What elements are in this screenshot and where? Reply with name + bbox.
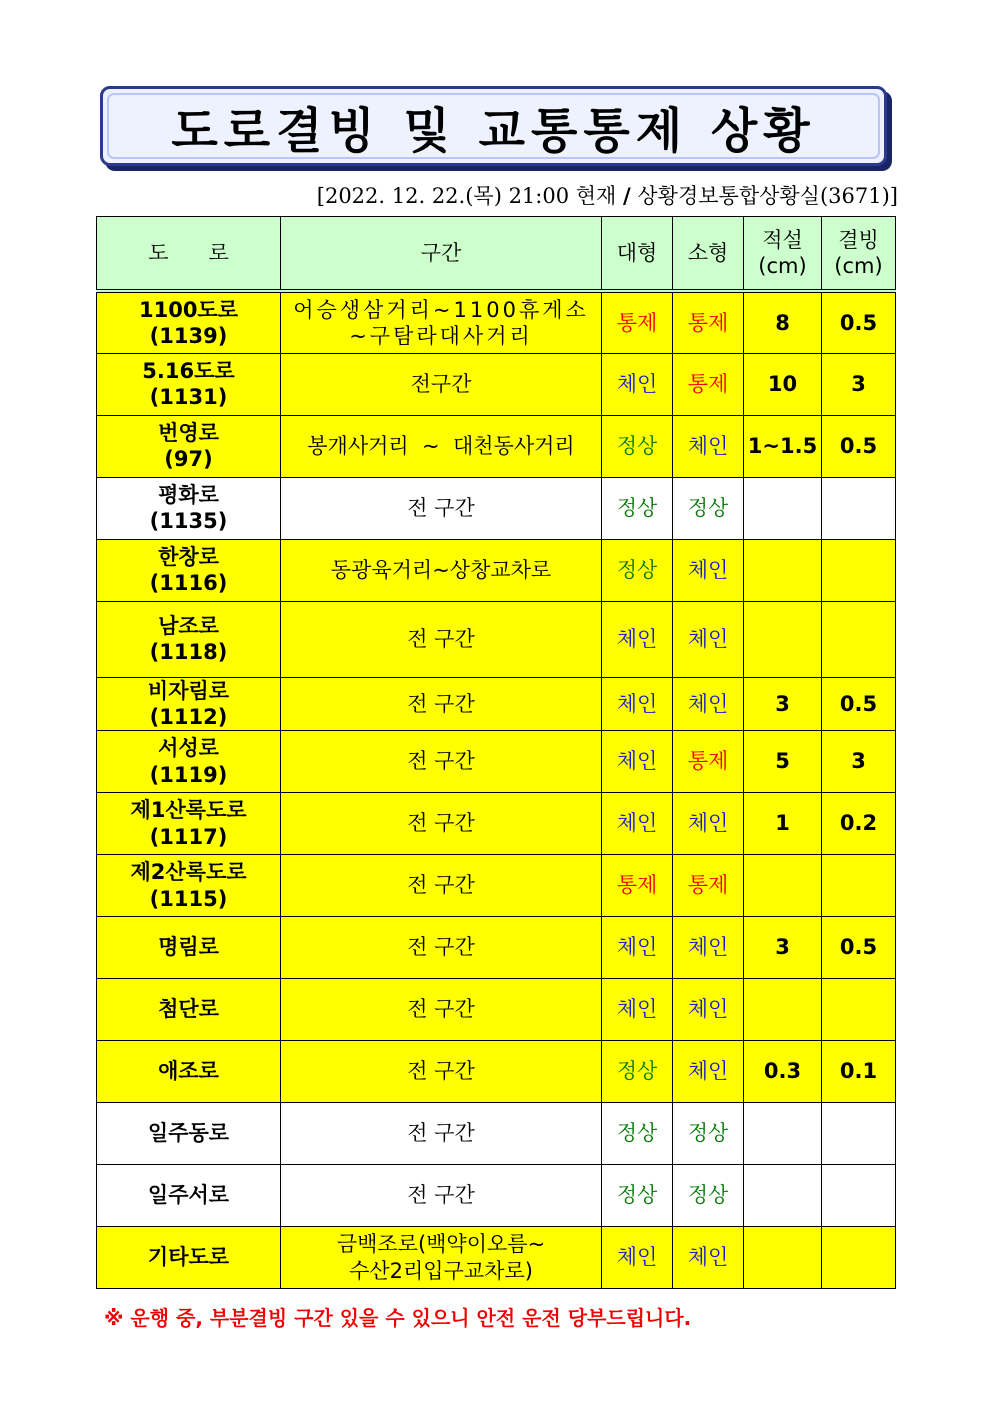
large-vehicle-status: 체인 <box>602 979 673 1041</box>
small-vehicle-status: 체인 <box>673 1227 744 1289</box>
icing-value: 0.5 <box>822 291 896 353</box>
icing-value <box>822 601 896 677</box>
small-vehicle-status: 체인 <box>673 677 744 731</box>
icing-value: 0.2 <box>822 793 896 855</box>
small-vehicle-status: 체인 <box>673 539 744 601</box>
road-section: 전 구간 <box>281 731 602 793</box>
road-name: 일주동로 <box>97 1103 281 1165</box>
table-row <box>97 291 896 353</box>
icing-value <box>822 539 896 601</box>
table-row <box>97 601 896 677</box>
snowfall-value <box>744 1165 822 1227</box>
road-section: 전 구간 <box>281 601 602 677</box>
road-section: 동광육거리~상창교차로 <box>281 539 602 601</box>
icing-value <box>822 1165 896 1227</box>
large-vehicle-status: 정상 <box>602 415 673 477</box>
large-vehicle-status: 정상 <box>602 1103 673 1165</box>
header-small-vehicle: 소형 <box>673 217 744 292</box>
snowfall-value <box>744 477 822 539</box>
large-vehicle-status: 정상 <box>602 477 673 539</box>
icing-value: 0.5 <box>822 917 896 979</box>
snowfall-value <box>744 1227 822 1289</box>
table-row <box>97 1041 896 1103</box>
header-large-vehicle: 대형 <box>602 217 673 292</box>
table-header-row <box>97 217 896 292</box>
road-section: 전 구간 <box>281 793 602 855</box>
table-row <box>97 415 896 477</box>
road-name: 서성로 (1119) <box>97 731 281 793</box>
small-vehicle-status: 체인 <box>673 917 744 979</box>
road-section: 전 구간 <box>281 677 602 731</box>
large-vehicle-status: 통제 <box>602 291 673 353</box>
snowfall-value <box>744 601 822 677</box>
small-vehicle-status: 통제 <box>673 353 744 415</box>
snowfall-value <box>744 855 822 917</box>
road-section: 어승생삼거리~1100휴게소 ~구탐라대사거리 <box>281 291 602 353</box>
road-name: 기타도로 <box>97 1227 281 1289</box>
table-row <box>97 539 896 601</box>
table-row <box>97 477 896 539</box>
snowfall-value: 3 <box>744 917 822 979</box>
large-vehicle-status: 정상 <box>602 1041 673 1103</box>
large-vehicle-status: 체인 <box>602 677 673 731</box>
title-box <box>100 86 887 166</box>
snowfall-value: 10 <box>744 353 822 415</box>
road-name: 애조로 <box>97 1041 281 1103</box>
small-vehicle-status: 체인 <box>673 1041 744 1103</box>
road-section: 전 구간 <box>281 917 602 979</box>
snowfall-value: 8 <box>744 291 822 353</box>
snowfall-value <box>744 1103 822 1165</box>
road-name: 한창로 (1116) <box>97 539 281 601</box>
road-name: 명림로 <box>97 917 281 979</box>
large-vehicle-status: 통제 <box>602 855 673 917</box>
snowfall-value <box>744 979 822 1041</box>
icing-value: 3 <box>822 731 896 793</box>
icing-value: 0.5 <box>822 415 896 477</box>
table-row <box>97 1227 896 1289</box>
road-section: 전 구간 <box>281 477 602 539</box>
page-title: 도로결빙 및 교통통제 상황 <box>171 102 816 159</box>
small-vehicle-status: 정상 <box>673 477 744 539</box>
header-section: 구간 <box>281 217 602 292</box>
safety-notice: ※ 운행 중, 부분결빙 구간 있을 수 있으니 안전 운전 당부드립니다. <box>104 1306 692 1330</box>
icing-value: 0.5 <box>822 677 896 731</box>
report-office: 상황경보통합상황실(3671)] <box>637 184 898 208</box>
road-status-table <box>96 216 896 1289</box>
road-section: 전 구간 <box>281 1165 602 1227</box>
large-vehicle-status: 체인 <box>602 601 673 677</box>
small-vehicle-status: 정상 <box>673 1103 744 1165</box>
report-header <box>317 180 898 210</box>
table-row <box>97 979 896 1041</box>
road-section: 전 구간 <box>281 979 602 1041</box>
small-vehicle-status: 체인 <box>673 601 744 677</box>
road-name: 1100도로 (1139) <box>97 291 281 353</box>
road-name: 비자림로 (1112) <box>97 677 281 731</box>
snowfall-value: 1~1.5 <box>744 415 822 477</box>
large-vehicle-status: 체인 <box>602 1227 673 1289</box>
road-name: 번영로 (97) <box>97 415 281 477</box>
icing-value: 3 <box>822 353 896 415</box>
small-vehicle-status: 통제 <box>673 731 744 793</box>
large-vehicle-status: 체인 <box>602 353 673 415</box>
snowfall-value: 5 <box>744 731 822 793</box>
large-vehicle-status: 정상 <box>602 539 673 601</box>
road-name: 첨단로 <box>97 979 281 1041</box>
small-vehicle-status: 통제 <box>673 855 744 917</box>
icing-value <box>822 979 896 1041</box>
table-row <box>97 1165 896 1227</box>
report-date: [2022. 12. 22.(목) 21:00 현재 <box>316 184 617 208</box>
road-name: 평화로 (1135) <box>97 477 281 539</box>
header-icing: 결빙 (cm) <box>822 217 896 292</box>
icing-value: 0.1 <box>822 1041 896 1103</box>
large-vehicle-status: 체인 <box>602 917 673 979</box>
snowfall-value <box>744 539 822 601</box>
small-vehicle-status: 정상 <box>673 1165 744 1227</box>
road-section: 봉개사거리 ~ 대천동사거리 <box>281 415 602 477</box>
road-name: 제2산록도로 (1115) <box>97 855 281 917</box>
large-vehicle-status: 체인 <box>602 793 673 855</box>
table-row <box>97 353 896 415</box>
icing-value <box>822 1227 896 1289</box>
header-road: 도 로 <box>97 217 281 292</box>
large-vehicle-status: 정상 <box>602 1165 673 1227</box>
table-row <box>97 855 896 917</box>
small-vehicle-status: 통제 <box>673 291 744 353</box>
header-snowfall: 적설 (cm) <box>744 217 822 292</box>
icing-value <box>822 477 896 539</box>
table-row <box>97 677 896 731</box>
snowfall-value: 1 <box>744 793 822 855</box>
table-row <box>97 917 896 979</box>
road-section: 금백조로(백약이오름~ 수산2리입구교차로) <box>281 1227 602 1289</box>
small-vehicle-status: 체인 <box>673 979 744 1041</box>
large-vehicle-status: 체인 <box>602 731 673 793</box>
small-vehicle-status: 체인 <box>673 793 744 855</box>
icing-value <box>822 855 896 917</box>
road-section: 전 구간 <box>281 1103 602 1165</box>
road-section: 전 구간 <box>281 855 602 917</box>
table-row <box>97 793 896 855</box>
snowfall-value: 3 <box>744 677 822 731</box>
icing-value <box>822 1103 896 1165</box>
table-row <box>97 1103 896 1165</box>
road-name: 5.16도로 (1131) <box>97 353 281 415</box>
table-row <box>97 731 896 793</box>
small-vehicle-status: 체인 <box>673 415 744 477</box>
road-name: 남조로 (1118) <box>97 601 281 677</box>
road-section: 전 구간 <box>281 1041 602 1103</box>
snowfall-value: 0.3 <box>744 1041 822 1103</box>
road-section: 전구간 <box>281 353 602 415</box>
separator: / <box>623 184 631 208</box>
road-name: 일주서로 <box>97 1165 281 1227</box>
road-name: 제1산록도로 (1117) <box>97 793 281 855</box>
